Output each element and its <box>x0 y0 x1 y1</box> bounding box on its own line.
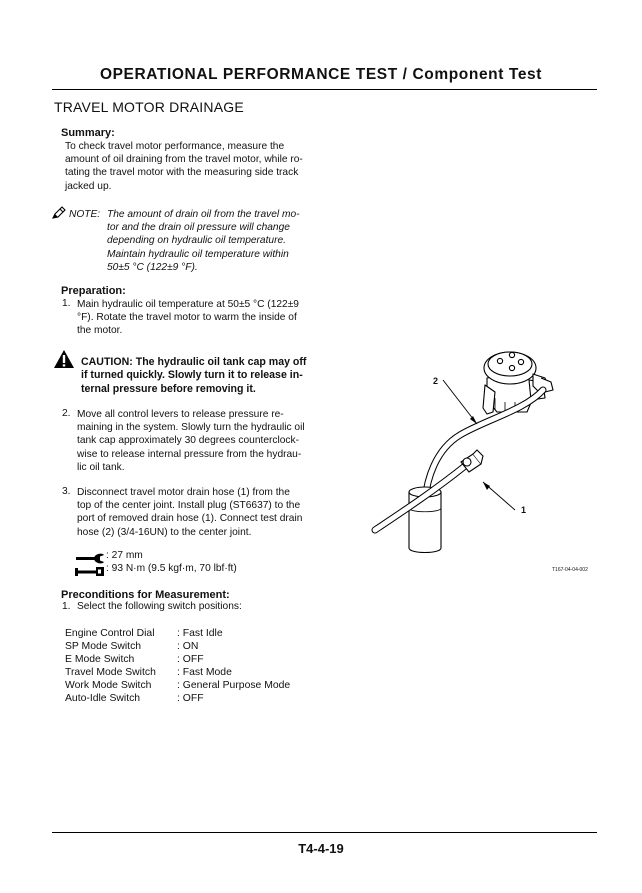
switch-value: : Fast Mode <box>177 667 232 678</box>
caution-text <box>81 356 313 396</box>
switch-label: E Mode Switch <box>65 654 135 665</box>
wrench-icon <box>75 551 105 562</box>
warning-triangle-icon <box>53 349 75 369</box>
summary-heading: Summary: <box>61 127 115 139</box>
table-row <box>65 692 325 705</box>
note-label: NOTE: <box>69 209 101 220</box>
step-line: tank cap approximately 30 degrees counterclock- <box>77 435 299 447</box>
note-line: The amount of drain oil from the travel mo- <box>107 209 300 220</box>
note-line: 50±5 °C (122±9 °F). <box>107 261 198 273</box>
step-number: 1. <box>62 298 71 309</box>
switch-position-table <box>65 627 325 707</box>
table-row <box>65 653 325 666</box>
figure-label-2: 2 <box>433 376 439 386</box>
step-number: 3. <box>62 486 71 497</box>
step-line: wise to release internal pressure from the hydrau- <box>77 448 302 460</box>
step-3 <box>77 486 313 539</box>
switch-label: Engine Control Dial <box>65 628 155 639</box>
caution-line: ternal pressure before removing it. <box>81 382 256 395</box>
note-line: depending on hydraulic oil temperature. <box>107 235 286 247</box>
section-title: TRAVEL MOTOR DRAINAGE <box>54 99 244 115</box>
step-line: the motor. <box>77 325 123 337</box>
header-rule <box>52 89 597 90</box>
table-row <box>65 666 325 679</box>
preparation-heading: Preparation: <box>61 285 126 297</box>
table-row <box>65 640 325 653</box>
figure-label-1: 1 <box>521 505 527 515</box>
step-line: Move all control levers to release pressure re- <box>77 409 284 420</box>
table-row <box>65 627 325 640</box>
caution-line: CAUTION: The hydraulic oil tank cap may off <box>81 356 307 368</box>
switch-value: : General Purpose Mode <box>177 680 291 691</box>
preparation-step-1 <box>77 298 313 338</box>
torque-wrench-icon <box>75 564 105 575</box>
pencil-note-icon <box>51 206 67 220</box>
switch-value: : Fast Idle <box>177 628 223 639</box>
step-number: 1. <box>62 601 71 612</box>
step-number: 2. <box>62 408 71 419</box>
table-row <box>65 679 325 692</box>
footer-rule <box>52 832 597 833</box>
switch-value: : ON <box>177 641 199 652</box>
switch-label: SP Mode Switch <box>65 641 142 652</box>
step-line: hose (2) (3/4-16UN) to the center joint. <box>77 526 252 538</box>
travel-motor-drain-figure <box>365 340 605 575</box>
summary-line: tating the travel motor with the measuring side track <box>65 167 299 179</box>
figure-code: T167-04-04-002 <box>552 567 588 573</box>
summary-line: To check travel motor performance, measure the <box>65 141 285 152</box>
torque-spec: : 93 N·m (9.5 kgf·m, 70 lbf·ft) <box>106 563 237 574</box>
step-line: Disconnect travel motor drain hose (1) from the <box>77 487 290 498</box>
switch-value: : OFF <box>177 693 204 704</box>
step-line: port of removed drain hose (1). Connect test drain <box>77 513 303 525</box>
step-line: top of the center joint. Install plug (ST6637) to the <box>77 500 301 512</box>
step-line: lic oil tank. <box>77 461 125 473</box>
summary-body <box>65 140 313 193</box>
switch-label: Travel Mode Switch <box>65 667 156 678</box>
preconditions-heading: Preconditions for Measurement: <box>61 589 230 601</box>
switch-label: Auto-Idle Switch <box>65 693 141 704</box>
summary-line: amount of oil draining from the travel motor, while ro- <box>65 154 303 166</box>
caution-line: if turned quickly. Slowly turn it to release in- <box>81 369 303 382</box>
step-line: maining in the system. Slowly turn the hydraulic oil <box>77 422 305 434</box>
page-number: T4-4-19 <box>298 841 344 856</box>
note-line: Maintain hydraulic oil temperature within <box>107 248 289 260</box>
page-header-title: OPERATIONAL PERFORMANCE TEST / Component Test <box>99 66 543 83</box>
note-body <box>107 208 313 274</box>
preconditions-step-text: Select the following switch positions: <box>77 601 242 612</box>
switch-label: Work Mode Switch <box>65 680 152 691</box>
wrench-size: : 27 mm <box>106 550 143 561</box>
switch-value: : OFF <box>177 654 204 665</box>
summary-line: jacked up. <box>65 180 112 192</box>
step-line: Main hydraulic oil temperature at 50±5 °C (122±9 <box>77 299 299 310</box>
note-line: tor and the drain oil pressure will change <box>107 222 290 234</box>
step-2 <box>77 408 313 474</box>
step-line: °F). Rotate the travel motor to warm the inside of <box>77 312 297 324</box>
